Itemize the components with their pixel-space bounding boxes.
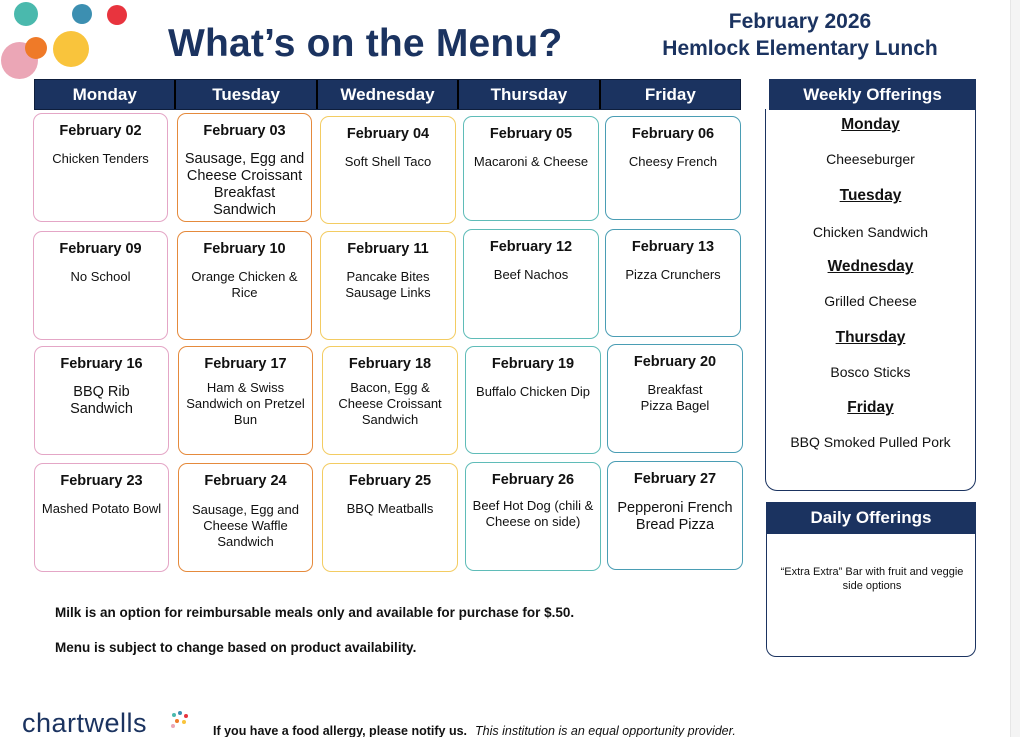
decor-dot-orange <box>25 37 47 59</box>
menu-cell <box>607 461 743 570</box>
menu-cell <box>33 113 168 222</box>
milk-note: Milk is an option for reimbursable meals only and available for purchase for $.50. <box>55 605 575 620</box>
cell-item: Cheesy French <box>628 154 718 169</box>
equal-opportunity-notice: This institution is an equal opportunity provider. <box>475 724 736 737</box>
day-header-thursday: Thursday <box>459 80 600 109</box>
weekly-item-thursday: Bosco Sticks <box>830 364 911 380</box>
weekly-item-monday: Cheeseburger <box>826 151 915 167</box>
cell-date: February 12 <box>489 239 573 255</box>
menu-cell <box>33 231 168 340</box>
menu-cell <box>465 346 601 454</box>
cell-item: Breakfast Pizza Bagel <box>640 382 710 413</box>
cell-date: February 23 <box>60 473 143 489</box>
menu-cell <box>605 229 741 337</box>
decor-dot-red <box>107 5 127 25</box>
cell-item: Chicken Tenders <box>52 151 149 166</box>
decor-dot-blue <box>72 4 92 24</box>
cell-item: Beef Hot Dog (chili & Cheese on side) <box>472 498 594 529</box>
day-header-row <box>34 79 741 110</box>
day-header-friday: Friday <box>644 85 696 104</box>
cell-date: February 20 <box>633 354 717 370</box>
menu-cell <box>178 346 313 455</box>
day-header-tuesday: Tuesday <box>176 80 317 109</box>
weekly-offerings-header: Weekly Offerings <box>769 79 976 110</box>
cell-date: February 06 <box>631 126 715 142</box>
cell-item: Pancake Bites Sausage Links <box>345 269 431 300</box>
day-header-monday: Monday <box>35 80 176 109</box>
weekly-offerings-box <box>765 109 976 491</box>
cell-date: February 11 <box>347 241 429 257</box>
logo-dots-icon <box>170 711 190 731</box>
weekly-day-monday: Monday <box>841 116 900 133</box>
cell-item: No School <box>70 269 131 284</box>
daily-offerings-header: Daily Offerings <box>766 502 976 534</box>
menu-cell <box>320 116 456 224</box>
cell-date: February 19 <box>491 356 575 372</box>
menu-cell <box>605 116 741 220</box>
menu-cell <box>463 116 599 221</box>
page-edge <box>1010 0 1020 737</box>
cell-date: February 03 <box>203 123 286 139</box>
menu-cell <box>322 463 458 572</box>
weekly-item-tuesday: Chicken Sandwich <box>812 224 929 240</box>
cell-item: Pepperoni French Bread Pizza <box>617 500 733 533</box>
menu-school: Hemlock Elementary Lunch <box>662 37 938 60</box>
cell-item: Bacon, Egg & Cheese Croissant Sandwich <box>338 380 442 427</box>
cell-item: Ham & Swiss Sandwich on Pretzel Bun <box>186 380 305 427</box>
menu-cell <box>320 231 456 340</box>
cell-date: February 04 <box>346 126 430 142</box>
menu-cell <box>607 344 743 453</box>
footer-text <box>213 724 736 737</box>
menu-cell <box>178 463 313 572</box>
cell-item: Soft Shell Taco <box>344 154 432 169</box>
cell-item: BBQ Meatballs <box>346 501 434 516</box>
page-title: What’s on the Menu? <box>168 22 563 65</box>
cell-item: Orange Chicken & Rice <box>191 269 298 300</box>
cell-date: February 13 <box>631 239 715 255</box>
cell-item: Mashed Potato Bowl <box>41 501 162 516</box>
cell-item: Pizza Crunchers <box>625 267 721 282</box>
day-header-wednesday: Wednesday <box>318 80 459 109</box>
menu-cell <box>34 346 169 455</box>
cell-date: February 05 <box>489 126 573 142</box>
decor-dot-yellow <box>53 31 89 67</box>
cell-date: February 10 <box>203 241 286 257</box>
daily-offerings-box <box>766 533 976 657</box>
cell-item: Sausage, Egg and Cheese Waffle Sandwich <box>192 502 299 549</box>
cell-date: February 17 <box>204 356 287 372</box>
menu-cell <box>322 346 458 455</box>
cell-date: February 02 <box>59 123 142 139</box>
cell-date: February 26 <box>491 472 575 488</box>
cell-item: BBQ Rib Sandwich <box>70 384 133 417</box>
availability-note: Menu is subject to change based on product availability. <box>55 640 417 655</box>
weekly-day-wednesday: Wednesday <box>827 258 914 275</box>
menu-cell <box>463 229 599 339</box>
cell-item: Sausage, Egg and Cheese Croissant Breakfast Sandwich <box>184 151 305 218</box>
weekly-item-friday: BBQ Smoked Pulled Pork <box>790 434 951 450</box>
menu-cell <box>465 462 601 571</box>
cell-item: Buffalo Chicken Dip <box>476 384 590 399</box>
cell-date: February 16 <box>60 356 143 372</box>
allergy-notice: If you have a food allergy, please notify us. <box>213 724 467 737</box>
menu-month: February 2026 <box>728 10 872 33</box>
cell-date: February 18 <box>348 356 432 372</box>
cell-date: February 09 <box>59 241 142 257</box>
weekly-item-wednesday: Grilled Cheese <box>824 293 917 309</box>
weekly-day-thursday: Thursday <box>835 329 906 346</box>
weekly-day-friday: Friday <box>847 399 894 416</box>
daily-offerings-text: “Extra Extra” Bar with fruit and veggie side options <box>780 566 964 592</box>
menu-cell <box>34 463 169 572</box>
decor-dot-teal <box>14 2 38 26</box>
weekly-day-tuesday: Tuesday <box>839 187 902 204</box>
cell-item: Beef Nachos <box>493 267 569 282</box>
cell-date: February 27 <box>633 471 717 487</box>
cell-date: February 24 <box>204 473 287 489</box>
chartwells-logo: chartwells <box>22 708 148 737</box>
menu-cell <box>177 113 312 222</box>
cell-item: Macaroni & Cheese <box>473 154 589 169</box>
menu-cell <box>177 231 312 340</box>
menu-subtitle <box>640 8 960 62</box>
cell-date: February 25 <box>348 473 432 489</box>
